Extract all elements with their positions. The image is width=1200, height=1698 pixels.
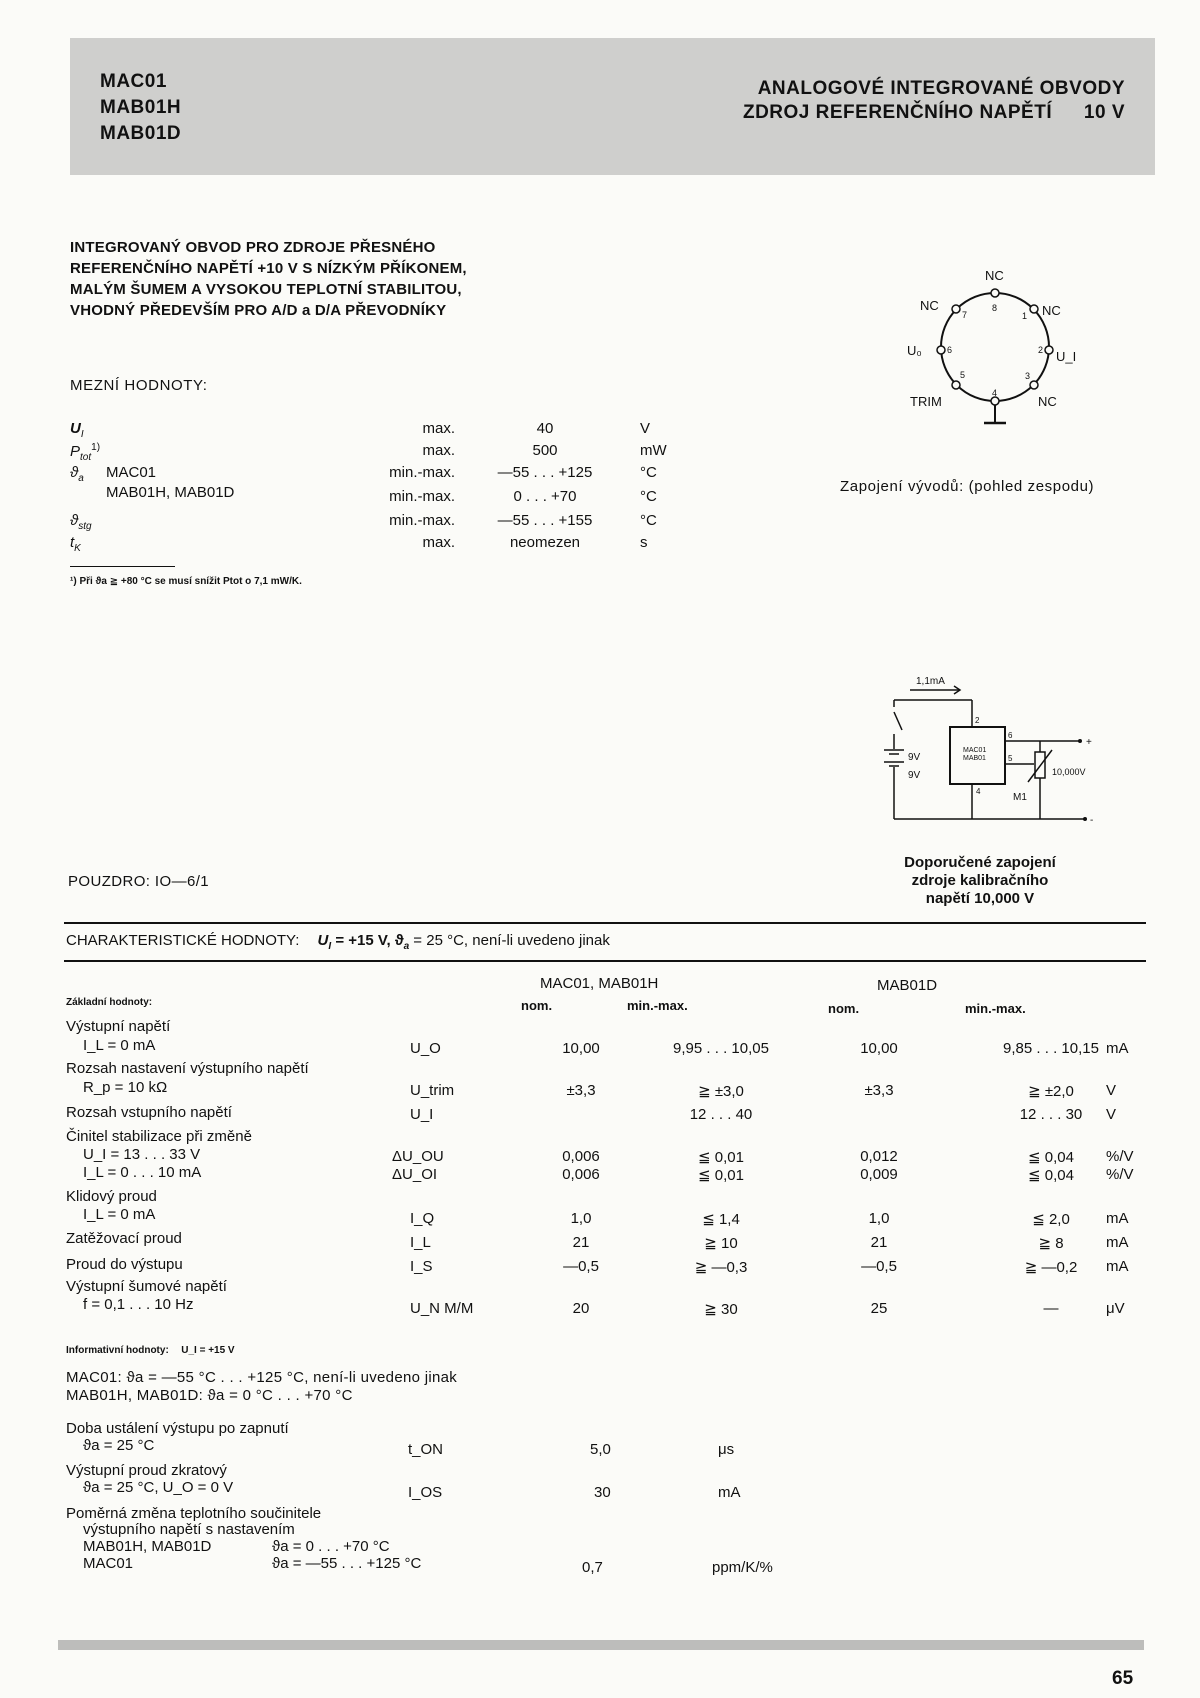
value-unit: %/V [1106, 1166, 1134, 1183]
pinout-caption: Zapojení vývodů: (pohled zespodu) [840, 478, 1095, 495]
column-header-minmax: min.-max. [965, 1001, 1026, 1016]
pin-1 [1030, 305, 1038, 313]
pinout-diagram [890, 262, 1090, 432]
symbol-main: ϑ [70, 512, 79, 529]
param-condition: f = 0,1 . . . 10 Hz [83, 1296, 194, 1313]
terminal-plus [1078, 739, 1082, 743]
part-number: MAB01D [100, 123, 182, 144]
limit-symbol [70, 442, 100, 463]
limit-symbol [70, 534, 81, 554]
symbol-sub: K [74, 543, 81, 554]
terminal-minus [1083, 817, 1087, 821]
value-nom: ±3,3 [864, 1082, 894, 1099]
symbol-sub: a [78, 473, 84, 484]
description-line: VHODNÝ PŘEDEVŠÍM PRO A/D a D/A PŘEVODNÍKY [70, 302, 447, 319]
param-condition: I_L = 0 mA [83, 1037, 156, 1054]
value-unit: μs [718, 1441, 735, 1458]
param-label: Výstupní šumové napětí [66, 1278, 227, 1295]
param-condition: ϑa = 25 °C [83, 1437, 155, 1454]
value-nom: 21 [572, 1234, 590, 1251]
value-nom: 20 [572, 1300, 590, 1317]
value-nom: 1,0 [570, 1210, 592, 1227]
informative-label: Informativní hodnoty: [66, 1345, 169, 1356]
group-header: MAC01, MAB01H [540, 975, 659, 992]
informative-header [66, 1340, 235, 1358]
value-nom: 0,012 [860, 1148, 898, 1165]
symbol-sub: stg [78, 521, 92, 532]
symbol-main: P [70, 443, 81, 460]
limit-cond: min.-max. [389, 464, 455, 481]
param-condition: ϑa = —55 . . . +125 °C [272, 1555, 422, 1572]
pin-label: NC [920, 298, 939, 313]
pin-5 [952, 381, 960, 389]
package-label: POUZDRO: IO—6/1 [68, 873, 210, 890]
limit-unit: °C [640, 488, 657, 505]
symbol-main: t [70, 534, 75, 551]
characteristics-title [66, 932, 610, 952]
param-symbol: U_N M/M [410, 1300, 474, 1317]
pot-label: M1 [1013, 792, 1027, 803]
limit-cond: max. [422, 442, 455, 459]
pin-2 [1045, 346, 1053, 354]
param-device: MAC01 [83, 1555, 134, 1572]
limit-unit: °C [640, 464, 657, 481]
value-unit: %/V [1106, 1148, 1134, 1165]
chip-label: MAC01 [963, 747, 987, 754]
value-minmax: ≧ 30 [704, 1301, 738, 1318]
pin-label: NC [1038, 394, 1057, 409]
param-symbol: U_I [410, 1106, 434, 1123]
page-number: 65 [1112, 1668, 1134, 1689]
value-minmax: ≧ 8 [1038, 1235, 1064, 1252]
symbol-sub: tot [80, 452, 92, 463]
rule [64, 960, 1146, 962]
part-number: MAB01H [100, 97, 182, 118]
description-line: REFERENČNÍHO NAPĚTÍ +10 V S NÍZKÝM PŘÍKONEM, [70, 260, 467, 277]
limit-cond: max. [422, 534, 455, 551]
pin-number: 7 [962, 310, 968, 320]
param-symbol: t_ON [408, 1441, 444, 1458]
value-typ: 30 [594, 1484, 611, 1501]
value-minmax: ≦ 0,01 [698, 1167, 744, 1184]
title-lead: CHARAKTERISTICKÉ HODNOTY: [66, 932, 300, 949]
chip-pin-number: 4 [976, 787, 981, 796]
pin-number: 4 [992, 388, 998, 398]
limits-title: MEZNÍ HODNOTY: [70, 377, 208, 394]
value-unit: mA [1106, 1040, 1129, 1057]
chip-label: MAB01 [963, 755, 986, 762]
cond-sub: a [403, 941, 410, 952]
param-label: Poměrná změna teplotního součinitele [66, 1505, 322, 1522]
value-minmax: ≧ ±2,0 [1028, 1083, 1074, 1100]
pin-label: U₀ [907, 343, 922, 358]
symbol-sub: I [80, 429, 84, 440]
value-minmax: ≦ 2,0 [1032, 1211, 1070, 1228]
limit-unit: V [640, 420, 651, 437]
param-label: Rozsah vstupního napětí [66, 1104, 232, 1121]
terminal-label: - [1090, 815, 1094, 826]
description-line: INTEGROVANÝ OBVOD PRO ZDROJE PŘESNÉHO [70, 239, 436, 256]
pin-8 [991, 289, 999, 297]
value-minmax: 9,95 . . . 10,05 [673, 1040, 769, 1057]
value-nom: 0,009 [860, 1166, 898, 1183]
footnote: ¹) Při ϑa ≧ +80 °C se musí snížit Ptot o 7,1 mW/K. [70, 576, 302, 587]
device-title-value: 10 V [1083, 102, 1125, 123]
value-unit: mA [718, 1484, 741, 1501]
param-label: Proud do výstupu [66, 1256, 183, 1273]
value-minmax: ≧ —0,2 [1024, 1259, 1078, 1276]
value-unit: V [1106, 1082, 1117, 1099]
value-nom: —0,5 [861, 1258, 897, 1275]
limit-cond: min.-max. [389, 512, 455, 529]
column-header-nom: nom. [828, 1001, 860, 1016]
param-symbol: I_Q [410, 1210, 435, 1227]
param-symbol: I_OS [408, 1484, 443, 1501]
param-device: MAB01H, MAB01D [83, 1538, 212, 1555]
symbol-main: ϑ [70, 464, 79, 481]
value-minmax: ≦ 0,01 [698, 1149, 744, 1166]
pin-7 [952, 305, 960, 313]
limit-unit: °C [640, 512, 657, 529]
limit-value: 0 . . . +70 [513, 488, 577, 505]
param-symbol: ΔU_OI [392, 1166, 438, 1183]
value-nom: 10,00 [562, 1040, 600, 1057]
value-nom: 21 [870, 1234, 888, 1251]
value-minmax: ≦ 1,4 [702, 1211, 740, 1228]
pin-number: 6 [947, 345, 953, 355]
value-minmax: ≧ —0,3 [694, 1259, 748, 1276]
informative-condition: U_I = +15 V [181, 1345, 235, 1356]
column-header-nom: nom. [521, 998, 553, 1013]
limit-symbol [70, 512, 92, 532]
param-condition: R_p = 10 kΩ [83, 1079, 168, 1096]
param-symbol: I_S [410, 1258, 433, 1275]
pin-label: U_I [1056, 349, 1077, 364]
value-nom: 0,006 [562, 1148, 600, 1165]
limit-value: —55 . . . +155 [497, 512, 593, 529]
title-cond [317, 932, 410, 952]
value-nom: 1,0 [868, 1210, 890, 1227]
param-condition: ϑa = 0 . . . +70 °C [272, 1538, 390, 1555]
param-condition: I_L = 0 . . . 10 mA [83, 1164, 202, 1181]
limit-value: neomezen [509, 534, 581, 551]
current-label: 1,1mA [916, 676, 945, 687]
pot-arrow [1028, 750, 1052, 782]
caption-line: Doporučené zapojení [904, 854, 1056, 871]
description-line: MALÝM ŠUMEM A VYSOKOU TEPLOTNÍ STABILITOU, [70, 281, 462, 298]
limit-symbol [70, 420, 84, 440]
characteristics-table [66, 1018, 1156, 1418]
device-title [743, 102, 1125, 124]
value-minmax: 12 . . . 30 [1019, 1106, 1083, 1123]
chip-pin-number: 5 [1008, 754, 1013, 763]
caption-line: napětí 10,000 V [925, 890, 1035, 907]
value-unit: mA [1106, 1234, 1129, 1251]
value-nom: —0,5 [563, 1258, 599, 1275]
limit-symbol [70, 464, 84, 484]
limit-cond: min.-max. [389, 488, 455, 505]
footnote-ref: 1) [91, 442, 101, 453]
calibration-circuit [880, 672, 1120, 847]
switch [894, 712, 902, 730]
limit-label: MAC01 [106, 464, 157, 481]
pin-number: 1 [1022, 311, 1028, 321]
value-nom: 0,006 [562, 1166, 600, 1183]
value-nom: ±3,3 [566, 1082, 596, 1099]
param-label: Činitel stabilizace při změně [66, 1128, 252, 1145]
value-minmax: ≦ 0,04 [1028, 1149, 1074, 1166]
value-nom: 10,00 [860, 1040, 898, 1057]
param-label: Klidový proud [66, 1188, 157, 1205]
symbol-main: U [70, 420, 81, 437]
output-label: 10,000V [1052, 767, 1086, 777]
param-label: výstupního napětí s nastavením [83, 1521, 295, 1538]
device-title-text: ZDROJ REFERENČNÍHO NAPĚTÍ [742, 102, 1053, 123]
pin-6 [937, 346, 945, 354]
value-unit: mA [1106, 1258, 1129, 1275]
param-label: Výstupní proud zkratový [66, 1462, 227, 1479]
limit-cond: max. [422, 420, 455, 437]
limit-unit: s [640, 534, 648, 551]
param-label: Doba ustálení výstupu po zapnutí [66, 1420, 289, 1437]
cond-text: = +15 V, ϑ [331, 932, 404, 949]
footnote-rule [70, 566, 175, 567]
param-symbol: U_trim [410, 1082, 455, 1099]
param-condition: I_L = 0 mA [83, 1206, 156, 1223]
param-label: Výstupní napětí [66, 1018, 171, 1035]
value-minmax: ≧ 10 [704, 1235, 738, 1252]
battery-label: 9V [908, 770, 921, 781]
value-unit: V [1106, 1106, 1117, 1123]
value-minmax: 9,85 . . . 10,15 [1003, 1040, 1099, 1057]
param-label: Rozsah nastavení výstupního napětí [66, 1060, 309, 1077]
cond-sub: I [328, 941, 332, 952]
value-typ: 0,7 [582, 1559, 603, 1576]
param-label: Zatěžovací proud [66, 1230, 182, 1247]
param-condition: U_I = 13 . . . 33 V [83, 1146, 201, 1163]
informative-temp-range: MAC01: ϑa = —55 °C . . . +125 °C, není-li uvedeno jinak [66, 1369, 458, 1386]
value-typ: 5,0 [590, 1441, 611, 1458]
description [70, 237, 467, 321]
limit-value: 500 [532, 442, 558, 459]
group-header: MAB01D [877, 977, 938, 994]
value-unit: ppm/K/% [712, 1559, 773, 1576]
calibration-caption [880, 854, 1080, 908]
pin-label: NC [985, 268, 1004, 283]
limit-value: 40 [536, 420, 554, 437]
limit-label: MAB01H, MAB01D [106, 484, 235, 501]
value-unit: μV [1106, 1300, 1125, 1317]
pin-number: 8 [992, 303, 998, 313]
header-band [70, 38, 1155, 175]
chip-pin-number: 2 [975, 716, 980, 725]
param-condition: ϑa = 25 °C, U_O = 0 V [83, 1479, 234, 1496]
pin-4 [991, 397, 999, 405]
basic-values-label: Základní hodnoty: [66, 997, 153, 1008]
value-minmax: — [1043, 1300, 1059, 1317]
limit-unit: mW [640, 442, 667, 459]
pin-3 [1030, 381, 1038, 389]
rule [64, 922, 1146, 924]
part-number: MAC01 [100, 71, 167, 92]
cond-symbol: U [317, 932, 329, 949]
cond-text: = 25 °C, není-li uvedeno jinak [409, 932, 610, 949]
pin-label: NC [1042, 303, 1061, 318]
pin-label: TRIM [910, 394, 942, 409]
limit-value: —55 . . . +125 [497, 464, 593, 481]
footer-band [58, 1640, 1144, 1650]
param-symbol: ΔU_OU [392, 1148, 444, 1165]
value-minmax: 12 . . . 40 [689, 1106, 753, 1123]
category-title: ANALOGOVÉ INTEGROVANÉ OBVODY [757, 78, 1125, 99]
pin-number: 2 [1038, 345, 1044, 355]
param-symbol: I_L [410, 1234, 431, 1251]
column-header-minmax: min.-max. [627, 998, 688, 1013]
informative-temp-range: MAB01H, MAB01D: ϑa = 0 °C . . . +70 °C [66, 1387, 353, 1404]
value-nom: 25 [870, 1300, 888, 1317]
value-minmax: ≦ 0,04 [1028, 1167, 1074, 1184]
pin-number: 3 [1025, 371, 1031, 381]
param-symbol: U_O [410, 1040, 441, 1057]
pin-number: 5 [960, 370, 966, 380]
battery-label: 9V [908, 752, 921, 763]
terminal-label: + [1086, 737, 1092, 748]
value-minmax: ≧ ±3,0 [698, 1083, 744, 1100]
caption-line: zdroje kalibračního [911, 872, 1049, 889]
value-unit: mA [1106, 1210, 1129, 1227]
chip-pin-number: 6 [1008, 731, 1013, 740]
